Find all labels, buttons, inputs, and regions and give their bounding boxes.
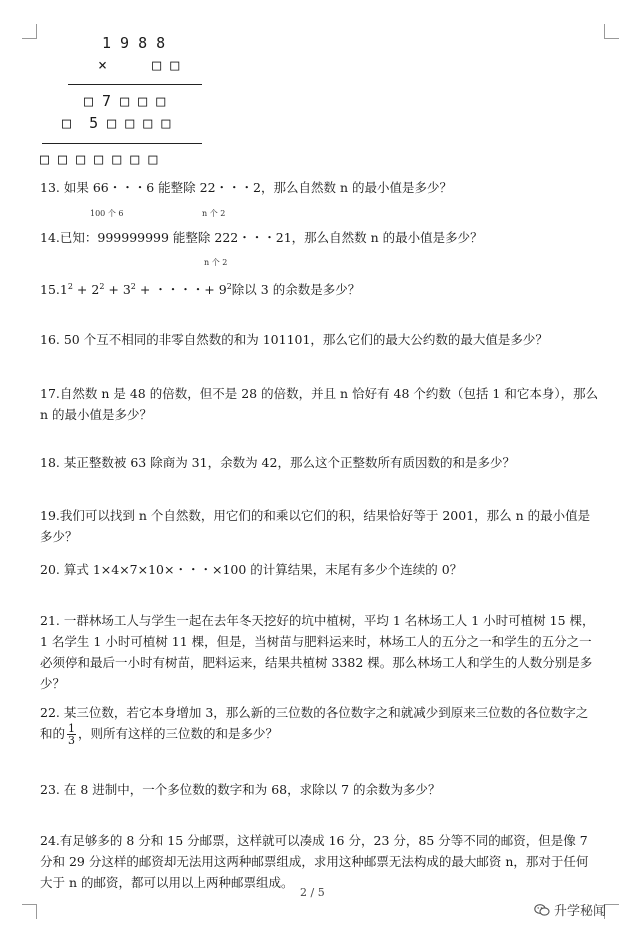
q15-exp-2: 2 [99, 282, 105, 291]
crop-mark-top-right [604, 24, 619, 39]
question-14: 14.已知：999999999 能整除 222・・・21，那么自然数 n 的最小值是多少？ [40, 230, 483, 245]
mult-row-4: □ 5 □ □ □ □ [62, 114, 171, 132]
q15-part-c: + 3 [104, 282, 131, 298]
q15-exp-1: 2 [67, 282, 73, 291]
q22-fraction-denominator: 3 [68, 734, 76, 747]
watermark-text: 升学秘闻 [554, 904, 607, 919]
question-24: 24.有足够多的 8 分和 15 分邮票，这样就可以凑成 16 分，23 分，85 分等不同的邮资，但是像 7 分和 29 分这样的邮资却无法用这两种邮票组成，求用这种邮票无法构成的最大邮资 n，那对于任何大于 n 的邮资，都可以用以上两种邮票组成。 [40, 833, 589, 890]
q15-part-a: 15.1 [40, 282, 68, 298]
crop-mark-bottom-left [22, 904, 37, 919]
question-23: 23. 在 8 进制中，一个多位数的数字和为 68，求除以 7 的余数为多少？ [40, 782, 441, 797]
q15-part-b: + 2 [72, 282, 100, 298]
page-number: 2 / 5 [300, 886, 325, 899]
question-18: 18. 某正整数被 63 除商为 31，余数为 42，那么这个正整数所有质因数的和是多少？ [40, 455, 515, 470]
mult-row-3: □ 7 □ □ □ [84, 92, 166, 110]
q15-exp-9: 2 [226, 282, 232, 291]
q15-part-e: 除以 3 的余数是多少？ [231, 282, 361, 298]
mult-row-5: □ □ □ □ □ □ □ [40, 150, 158, 168]
question-17: 17.自然数 n 是 48 的倍数，但不是 28 的倍数，并且 n 恰好有 48 个约数（包括 1 和它本身），那么 n 的最小值是多少？ [40, 386, 599, 422]
wechat-icon [534, 903, 550, 917]
q22-fraction [67, 723, 76, 746]
q13-note-n: n 个 2 [202, 209, 226, 218]
mult-line-2 [42, 143, 202, 144]
q14-note-n: n 个 2 [204, 258, 228, 267]
q13-note-100: 100 个 6 [90, 209, 124, 218]
q22-part-b: ，则所有这样的三位数的和是多少？ [78, 726, 279, 741]
question-19: 19.我们可以找到 n 个自然数，用它们的和乘以它们的积，结果恰好等于 2001，那么 n 的最小值是多少？ [40, 508, 591, 544]
mult-line-1 [68, 84, 202, 85]
q15-part-d: + ・・・・+ 9 [135, 282, 227, 298]
crop-mark-bottom-right [604, 904, 619, 919]
mult-row-1: 1 9 8 8 [102, 34, 166, 52]
mult-row-2: × □ □ [98, 56, 180, 74]
question-22 [40, 702, 600, 746]
question-16: 16. 50 个互不相同的非零自然数的和为 101101，那么它们的最大公约数的最大值是多少？ [40, 332, 548, 347]
crop-mark-top-left [22, 24, 37, 39]
watermark [534, 900, 606, 919]
question-13: 13. 如果 66・・・6 能整除 22・・・2，那么自然数 n 的最小值是多少？ [40, 180, 452, 195]
question-21: 21. 一群林场工人与学生一起在去年冬天挖好的坑中植树，平均 1 名林场工人 1 小时可植树 15 棵，1 名学生 1 小时可植树 11 棵，但是，当树苗与肥料运来时，林场工人的五分之一和学生的五分之一必须停和最后一小时有树苗，肥料运来，结果共植树 3382 棵。那么林场工人和学生的人数分别是多少？ [40, 613, 595, 691]
question-15 [40, 276, 600, 300]
q15-exp-3: 2 [130, 282, 136, 291]
q22-fraction-numerator: 1 [68, 722, 76, 735]
q22-part-a: 22. 某三位数，若它本身增加 3，那么新的三位数的各位数字之和就减少到原来三位数的各位数字之和的 [40, 705, 589, 741]
question-20: 20. 算式 1×4×7×10×・・・×100 的计算结果，末尾有多少个连续的 0？ [40, 562, 463, 577]
